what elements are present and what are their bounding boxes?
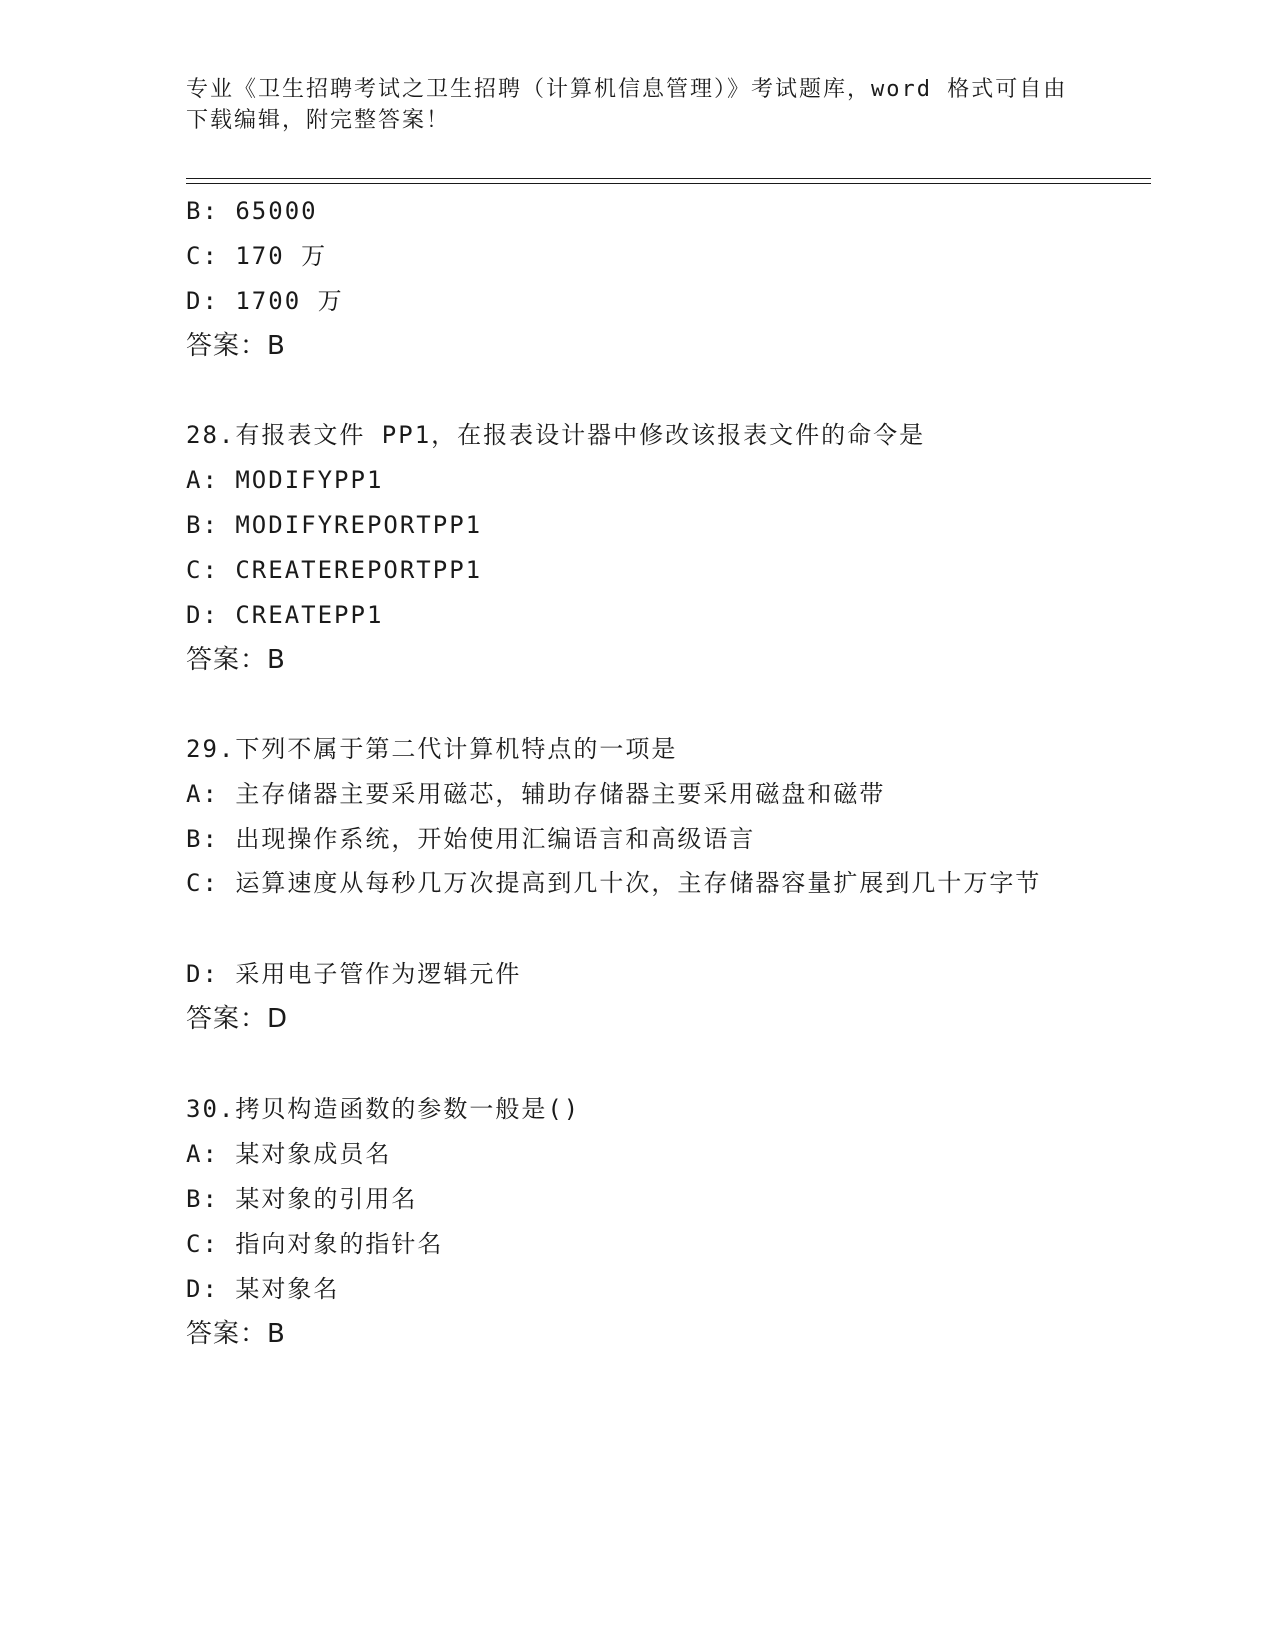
header-divider-bottom — [186, 183, 1151, 184]
q27-option-b: B: 65000 — [186, 197, 318, 225]
q28-answer: 答案：B — [186, 645, 286, 675]
q29-option-a: A: 主存储器主要采用磁芯，辅助存储器主要采用磁盘和磁带 — [186, 780, 886, 808]
q30-option-b: B: 某对象的引用名 — [186, 1185, 418, 1213]
q30-option-a: A: 某对象成员名 — [186, 1140, 392, 1168]
q30-option-d: D: 某对象名 — [186, 1275, 340, 1303]
q29-option-c: C: 运算速度从每秒几万次提高到几十次，主存储器容量扩展到几十万字节 — [186, 869, 1042, 897]
q29-option-d: D: 采用电子管作为逻辑元件 — [186, 960, 522, 988]
q29-option-b: B: 出现操作系统，开始使用汇编语言和高级语言 — [186, 825, 756, 853]
q28-option-c: C: CREATEREPORTPP1 — [186, 556, 483, 584]
q28-option-a: A: MODIFYPP1 — [186, 466, 384, 494]
q29-answer: 答案：D — [186, 1004, 289, 1034]
q28-option-d: D: CREATEPP1 — [186, 601, 384, 629]
document-header: 专业《卫生招聘考试之卫生招聘（计算机信息管理）》考试题库，word 格式可自由下载编辑，附完整答案！ — [186, 77, 1068, 133]
q30-option-c: C: 指向对象的指针名 — [186, 1230, 444, 1258]
q29-question: 29.下列不属于第二代计算机特点的一项是 — [186, 735, 678, 763]
q27-option-d: D: 1700 万 — [186, 287, 344, 315]
q30-question: 30.拷贝构造函数的参数一般是() — [186, 1095, 581, 1123]
q30-answer: 答案：B — [186, 1319, 286, 1349]
header-divider-top — [186, 178, 1151, 179]
q28-option-b: B: MODIFYREPORTPP1 — [186, 511, 483, 539]
q27-option-c: C: 170 万 — [186, 242, 328, 270]
q28-question: 28.有报表文件 PP1，在报表设计器中修改该报表文件的命令是 — [186, 421, 926, 449]
q27-answer: 答案：B — [186, 331, 286, 361]
